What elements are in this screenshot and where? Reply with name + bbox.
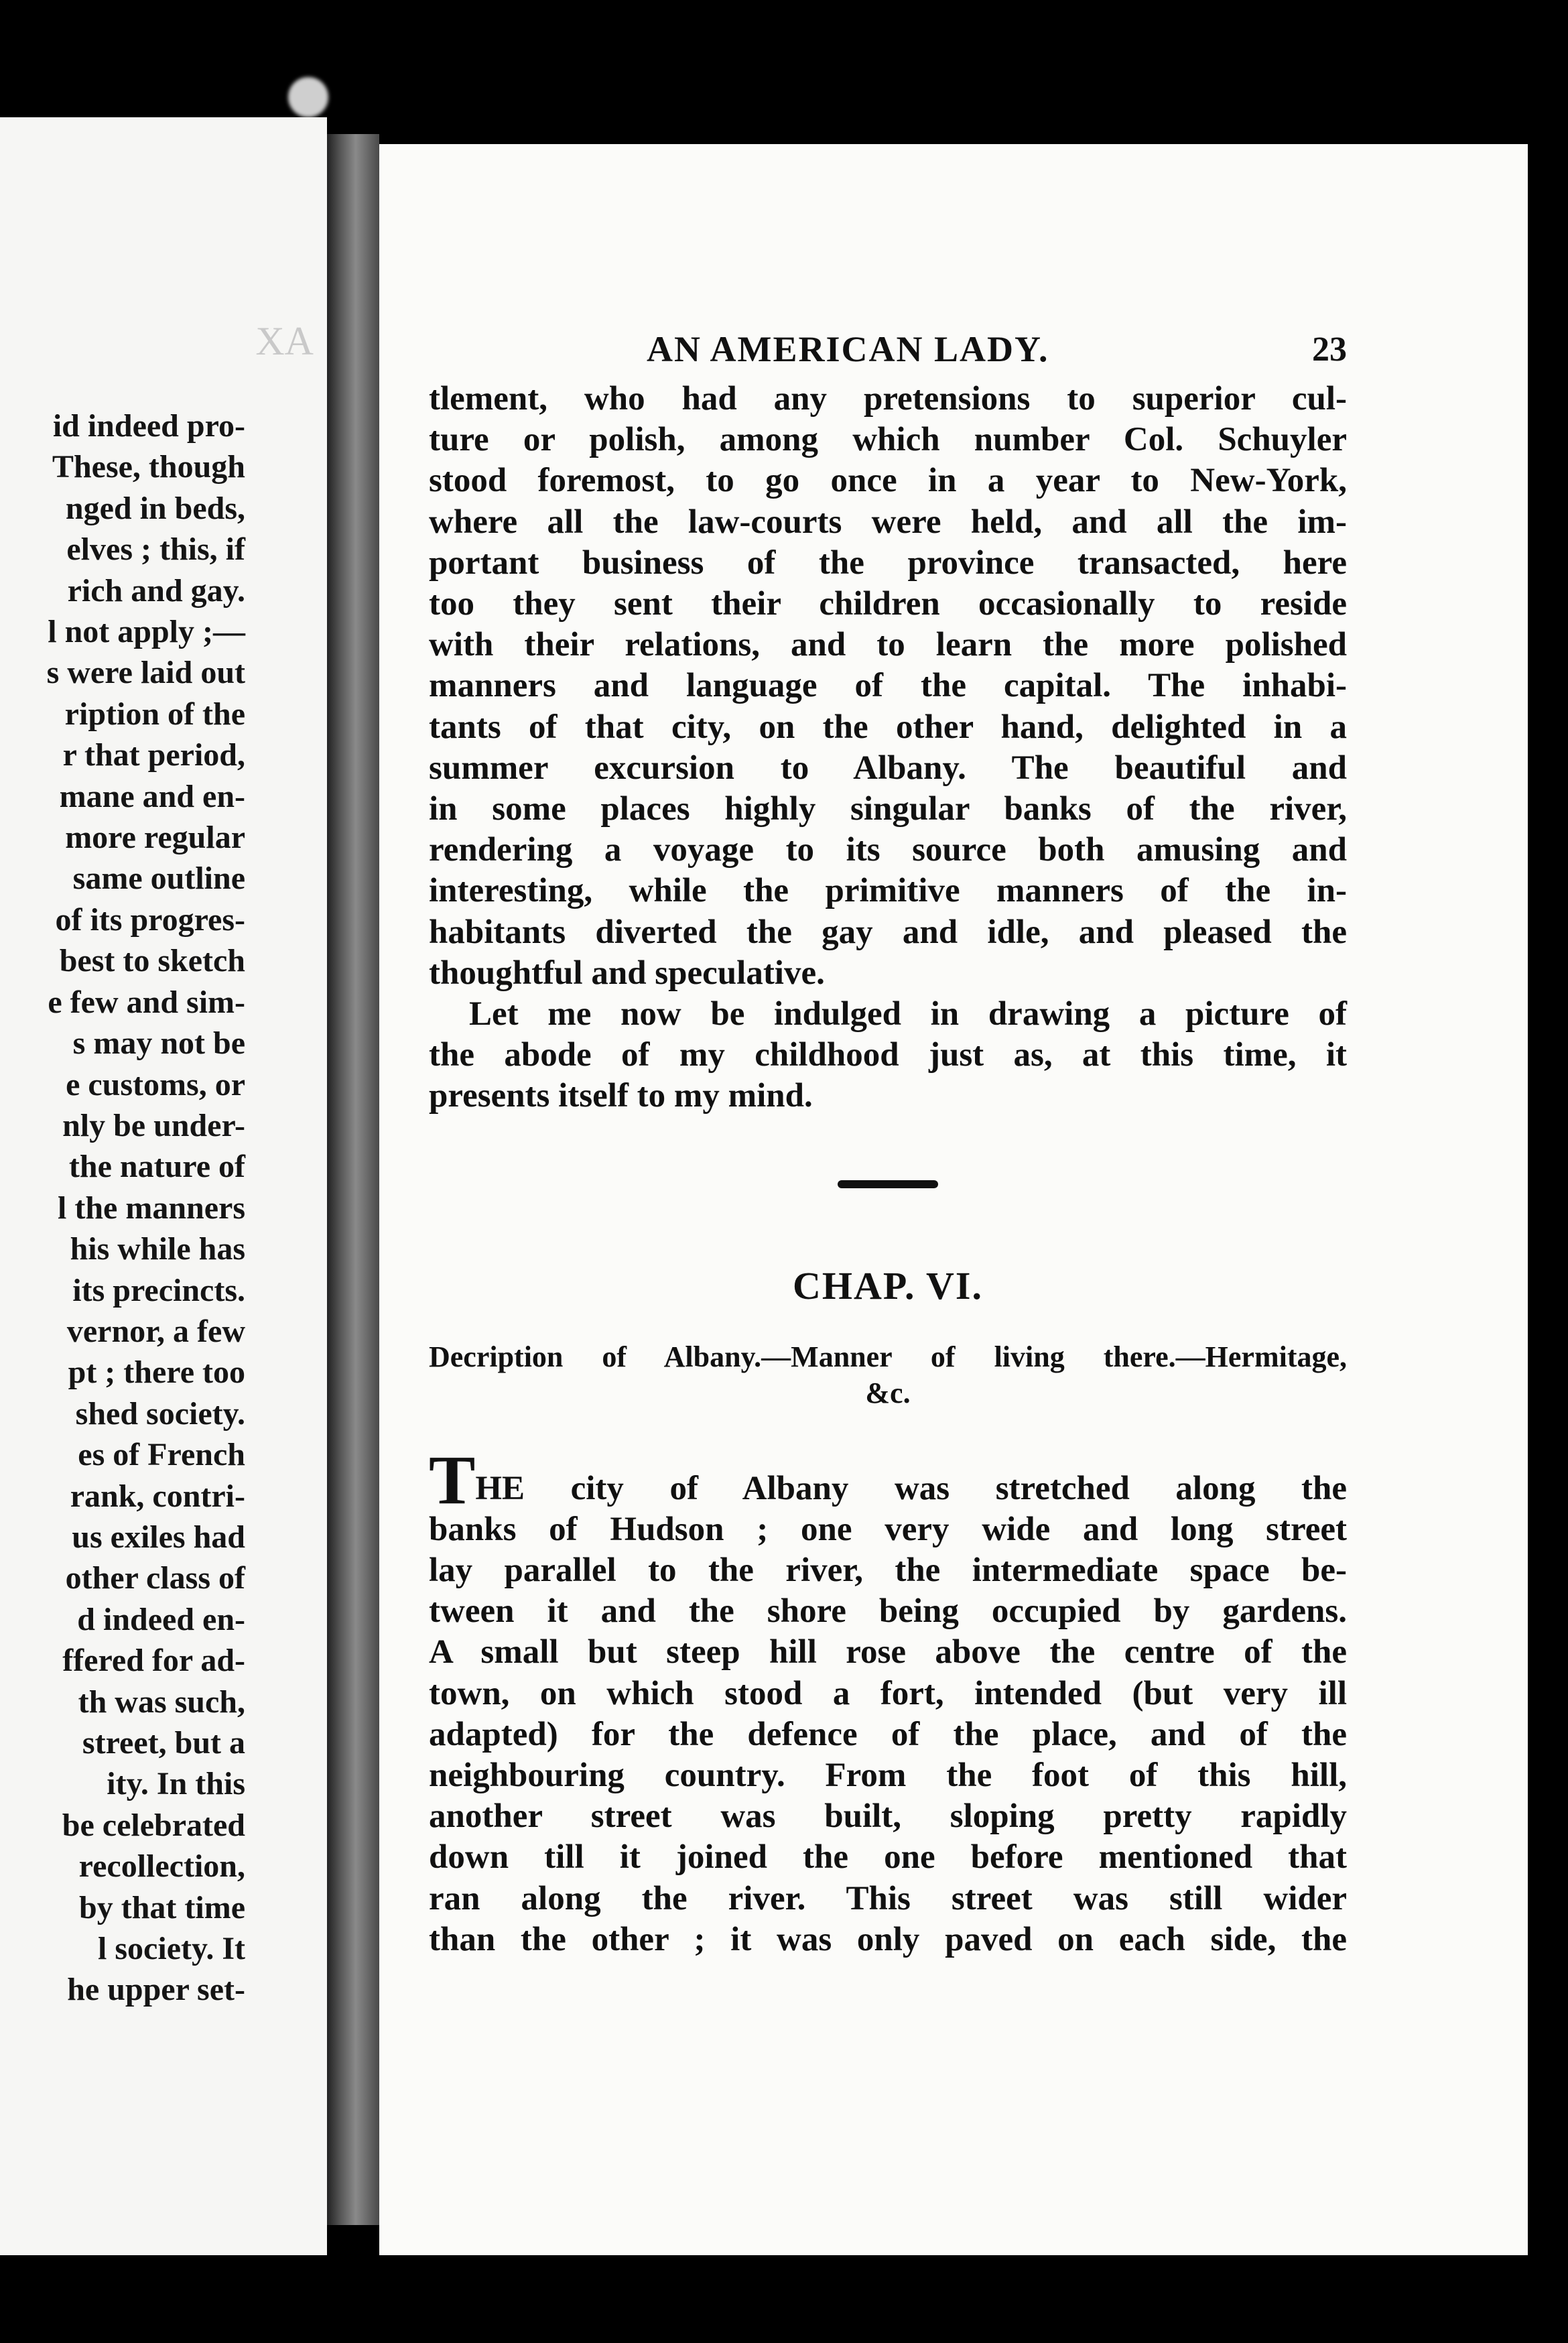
text-line: habitants diverted the gay and idle, and pleased the xyxy=(429,913,1347,951)
page-content xyxy=(429,315,1347,1960)
left-text-line: more regular xyxy=(65,820,245,856)
scan-border-top xyxy=(0,0,1568,117)
text-line: rendering a voyage to its source both amusing and xyxy=(429,831,1347,869)
left-text-line: pt ; there too xyxy=(68,1354,245,1391)
left-text-line: nged in beds, xyxy=(65,490,245,526)
left-text-line: recollection, xyxy=(78,1848,245,1885)
left-text-line: d indeed en- xyxy=(77,1601,245,1637)
left-text-line: nly be under- xyxy=(62,1107,245,1143)
scan-border-bottom xyxy=(0,2255,1568,2343)
left-text-line: ity. In this xyxy=(107,1766,245,1802)
left-text-line: r that period, xyxy=(62,737,245,773)
text-line: Let me now be indulged in drawing a picture of xyxy=(469,995,1347,1033)
left-page xyxy=(0,117,327,2255)
text-line: interesting, while the primitive manners of the in- xyxy=(429,872,1347,910)
left-text-line: e customs, or xyxy=(66,1066,245,1102)
left-text-line: es of French xyxy=(78,1437,245,1473)
left-text-line: s may not be xyxy=(72,1025,245,1062)
paragraph-2 xyxy=(429,994,1347,1117)
chapter-body xyxy=(429,1441,1347,1960)
left-text-line: rich and gay. xyxy=(67,572,245,609)
text-line: adapted) for the defence of the place, and of the xyxy=(429,1715,1347,1753)
running-head-title: AN AMERICAN LADY. xyxy=(647,329,1049,369)
text-line: where all the law-courts were held, and all the im- xyxy=(429,503,1347,541)
text-line: neighbouring country. From the foot of this hill, xyxy=(429,1757,1347,1795)
text-line: portant business of the province transacted, here xyxy=(429,544,1347,582)
text-line: in some places highly singular banks of the river, xyxy=(429,790,1347,828)
text-line: ture or polish, among which number Col. Schuyler xyxy=(429,421,1347,459)
book-gutter xyxy=(327,134,379,2225)
left-text-line: These, though xyxy=(52,449,245,485)
left-text-line: s were laid out xyxy=(46,655,245,691)
text-line: down till it joined the one before mentioned that xyxy=(429,1838,1347,1877)
left-text-line: id indeed pro- xyxy=(52,408,245,444)
left-text-line: shed society. xyxy=(75,1395,245,1432)
chapter-first-line xyxy=(429,1441,1347,1519)
drop-cap: T xyxy=(429,1441,476,1519)
chapter-summary-line: Decription of Albany.—Manner of living there.—Hermitage, xyxy=(429,1340,1347,1373)
text-line: the abode of my childhood just as, at this time, it xyxy=(429,1036,1347,1074)
left-text-line: be celebrated xyxy=(62,1807,245,1843)
left-text-line: its precincts. xyxy=(72,1272,245,1308)
text-line: thoughtful and speculative. xyxy=(429,954,825,992)
section-ornament-rule xyxy=(838,1180,938,1188)
left-text-line: ription of the xyxy=(64,696,245,732)
chapter-summary xyxy=(429,1339,1347,1411)
left-text-line: his while has xyxy=(70,1231,245,1267)
text-line: lay parallel to the river, the intermediate space be- xyxy=(429,1552,1347,1590)
running-head xyxy=(429,315,1347,379)
paragraph-1 xyxy=(429,379,1347,994)
text-line: A small but steep hill rose above the centre of the xyxy=(429,1633,1347,1671)
text-line: with their relations, and to learn the more polished xyxy=(429,626,1347,664)
left-text-line: l the manners xyxy=(58,1190,245,1226)
text-line: another street was built, sloping pretty rapidly xyxy=(429,1797,1347,1836)
scan-border-right xyxy=(1528,144,1568,2255)
left-text-line: other class of xyxy=(65,1560,245,1596)
text-line: town, on which stood a fort, intended (but very ill xyxy=(429,1674,1347,1712)
left-text-line: he upper set- xyxy=(67,1972,245,2008)
left-text-line: vernor, a few xyxy=(66,1313,245,1349)
left-text-line: th was such, xyxy=(78,1684,245,1720)
left-text-line: l not apply ;— xyxy=(48,614,245,650)
text-line: than the other ; it was only paved on each side, the xyxy=(429,1920,1347,1958)
text-line: ran along the river. This street was still wider xyxy=(429,1879,1347,1917)
left-text-line: rank, contri- xyxy=(70,1478,245,1514)
scan-speck xyxy=(288,77,328,117)
text-line: tween it and the shore being occupied by gardens. xyxy=(429,1592,1347,1631)
left-page-text xyxy=(0,405,245,2011)
left-text-line: us exiles had xyxy=(72,1519,245,1555)
text-line: banks of Hudson ; one very wide and long street xyxy=(429,1510,1347,1548)
left-text-line: e few and sim- xyxy=(48,984,245,1020)
chapter-summary-line: &c. xyxy=(865,1376,911,1409)
chapter-title: CHAP. VI. xyxy=(793,1263,983,1308)
left-text-line: best to sketch xyxy=(59,943,245,979)
text-line: summer excursion to Albany. The beautiful and xyxy=(429,749,1347,787)
left-text-line: street, but a xyxy=(82,1725,245,1761)
text-line: too they sent their children occasionally to reside xyxy=(429,585,1347,623)
first-line-text: HE city of Albany was stretched along the xyxy=(475,1469,1347,1507)
left-text-line: by that time xyxy=(79,1889,245,1925)
left-text-line: same outline xyxy=(72,861,245,897)
text-line: manners and language of the capital. The inhabi- xyxy=(429,667,1347,705)
left-text-line: ffered for ad- xyxy=(62,1643,245,1679)
left-text-line: the nature of xyxy=(68,1149,245,1185)
left-text-line: l society. It xyxy=(98,1931,245,1967)
text-line: stood foremost, to go once in a year to New-York, xyxy=(429,462,1347,500)
text-line: presents itself to my mind. xyxy=(429,1077,813,1115)
left-page-bleedthrough: XA xyxy=(255,319,314,363)
left-text-line: mane and en- xyxy=(59,778,245,814)
page-number: 23 xyxy=(1312,330,1347,369)
text-line: tlement, who had any pretensions to superior cul- xyxy=(429,380,1347,418)
left-text-line: of its progres- xyxy=(55,901,245,938)
text-line: tants of that city, on the other hand, delighted in a xyxy=(429,708,1347,746)
left-text-line: elves ; this, if xyxy=(66,531,245,568)
